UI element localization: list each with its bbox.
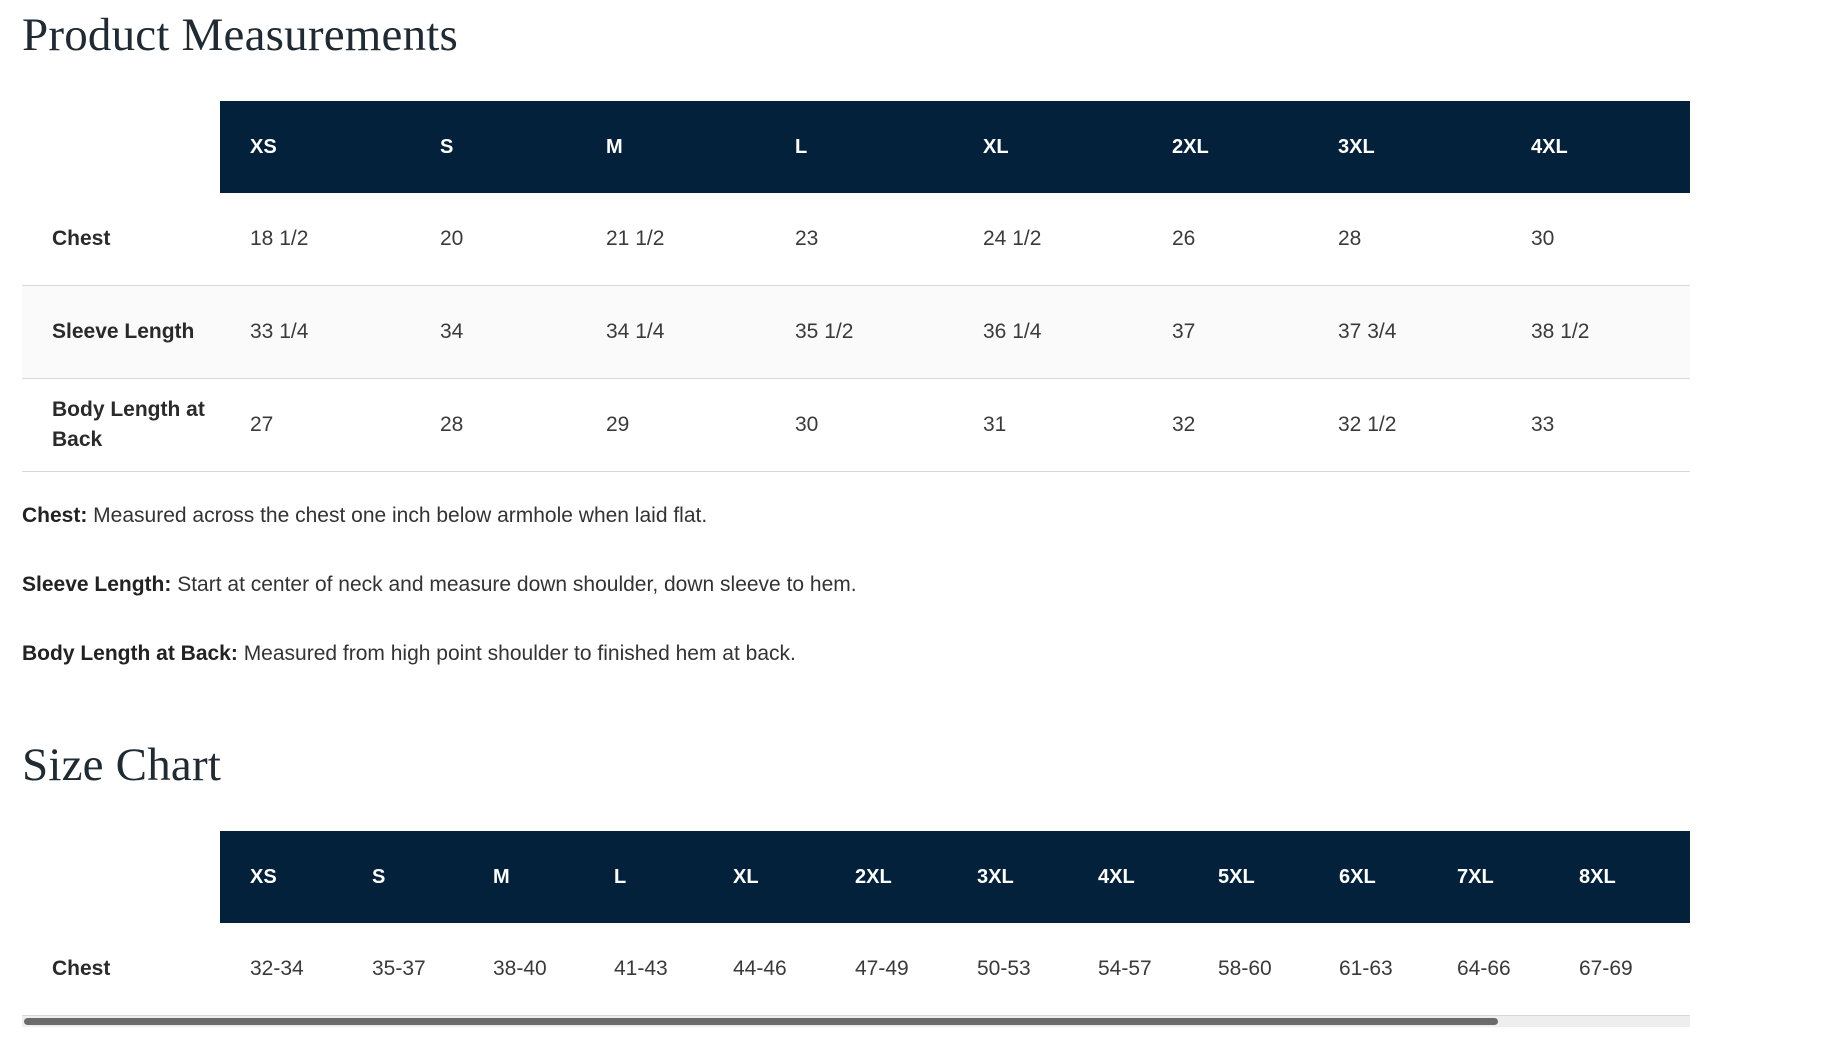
measurement-cell: 24 1/2	[953, 193, 1142, 286]
measurement-cell: 33	[1501, 379, 1690, 472]
size-chart-cell: 32-34	[250, 957, 304, 980]
size-header-row	[22, 101, 1690, 193]
size-chart-cell: 35-37	[372, 957, 426, 980]
size-header: L	[765, 101, 953, 193]
size-header: 6XL	[1309, 831, 1427, 923]
measurement-cell: 30	[1501, 193, 1690, 286]
size-chart-cell: 67-69	[1579, 957, 1633, 980]
size-header: M	[463, 831, 584, 923]
size-header: 7XL	[1427, 831, 1549, 923]
table-row-body-length	[22, 379, 1690, 472]
note-text: Start at center of neck and measure down shoulder, down sleeve to hem.	[171, 573, 857, 596]
measurement-cell: 18 1/2	[220, 193, 410, 286]
measurement-cell: 29	[576, 379, 765, 472]
measurement-cell: 33 1/4	[220, 286, 410, 379]
note-term: Body Length at Back:	[22, 642, 238, 665]
size-header: 3XL	[1308, 101, 1501, 193]
measurement-cell: 31	[953, 379, 1142, 472]
measurement-cell: 34 1/4	[576, 286, 765, 379]
size-chart-cell: 54-57	[1098, 957, 1152, 980]
size-chart-cell: 50-53	[977, 957, 1031, 980]
product-measurements-title: Product Measurements	[22, 9, 459, 61]
size-header: 8XL	[1549, 831, 1690, 923]
note-body-length	[22, 638, 1690, 707]
measurement-cell: 32	[1142, 379, 1308, 472]
table-row-chest	[22, 923, 1690, 1015]
size-header: 5XL	[1188, 831, 1309, 923]
measurement-cell: 20	[410, 193, 576, 286]
corner-cell	[22, 831, 220, 923]
corner-cell	[22, 101, 220, 193]
size-chart-cell: 44-46	[733, 957, 787, 980]
note-term: Chest:	[22, 504, 88, 527]
size-chart-cell: 47-49	[855, 957, 909, 980]
size-header: S	[410, 101, 576, 193]
measurement-cell: 30	[765, 379, 953, 472]
row-label: Body Length at Back	[22, 379, 220, 472]
size-chart-cell: 41-43	[614, 957, 668, 980]
measurement-cell: 27	[220, 379, 410, 472]
horizontal-scrollbar[interactable]	[22, 1015, 1690, 1027]
measurement-cell: 28	[410, 379, 576, 472]
row-label: Chest	[22, 193, 220, 286]
size-header: 4XL	[1068, 831, 1188, 923]
measurement-cell: 36 1/4	[953, 286, 1142, 379]
note-term: Sleeve Length:	[22, 573, 172, 596]
size-chart-table	[22, 831, 1690, 1015]
measurement-cell: 26	[1142, 193, 1308, 286]
measurement-cell: 35 1/2	[765, 286, 953, 379]
measurement-cell: 28	[1308, 193, 1501, 286]
size-chart-cell: 64-66	[1457, 957, 1511, 980]
measurement-notes	[22, 500, 1690, 707]
size-header: 3XL	[947, 831, 1068, 923]
measurement-cell: 37	[1142, 286, 1308, 379]
note-sleeve-length	[22, 569, 1690, 638]
size-header: 4XL	[1501, 101, 1690, 193]
size-header: XS	[220, 101, 410, 193]
measurement-cell: 21 1/2	[576, 193, 765, 286]
size-chart-title: Size Chart	[22, 739, 222, 791]
note-text: Measured across the chest one inch below armhole when laid flat.	[87, 504, 708, 527]
note-chest	[22, 500, 1690, 569]
size-header-row	[22, 831, 1690, 923]
measurement-cell: 34	[410, 286, 576, 379]
row-label: Chest	[52, 957, 111, 980]
table-row-chest	[22, 193, 1690, 286]
size-header: L	[584, 831, 703, 923]
size-header: XL	[953, 101, 1142, 193]
measurement-cell: 32 1/2	[1308, 379, 1501, 472]
row-label: Sleeve Length	[22, 286, 220, 379]
measurement-cell: 38 1/2	[1501, 286, 1690, 379]
size-header: 2XL	[1142, 101, 1308, 193]
table-row-sleeve-length	[22, 286, 1690, 379]
size-header: S	[342, 831, 463, 923]
size-header: 2XL	[825, 831, 947, 923]
size-header: M	[576, 101, 765, 193]
size-header: XS	[220, 831, 342, 923]
size-chart-cell: 58-60	[1218, 957, 1272, 980]
scrollbar-thumb[interactable]	[24, 1018, 1498, 1025]
size-chart-cell: 61-63	[1339, 957, 1393, 980]
measurement-cell: 23	[765, 193, 953, 286]
size-chart-cell: 38-40	[493, 957, 547, 980]
measurement-cell: 37 3/4	[1308, 286, 1501, 379]
size-header: XL	[703, 831, 825, 923]
product-measurements-table	[22, 101, 1690, 472]
note-text: Measured from high point shoulder to finished hem at back.	[237, 642, 796, 665]
